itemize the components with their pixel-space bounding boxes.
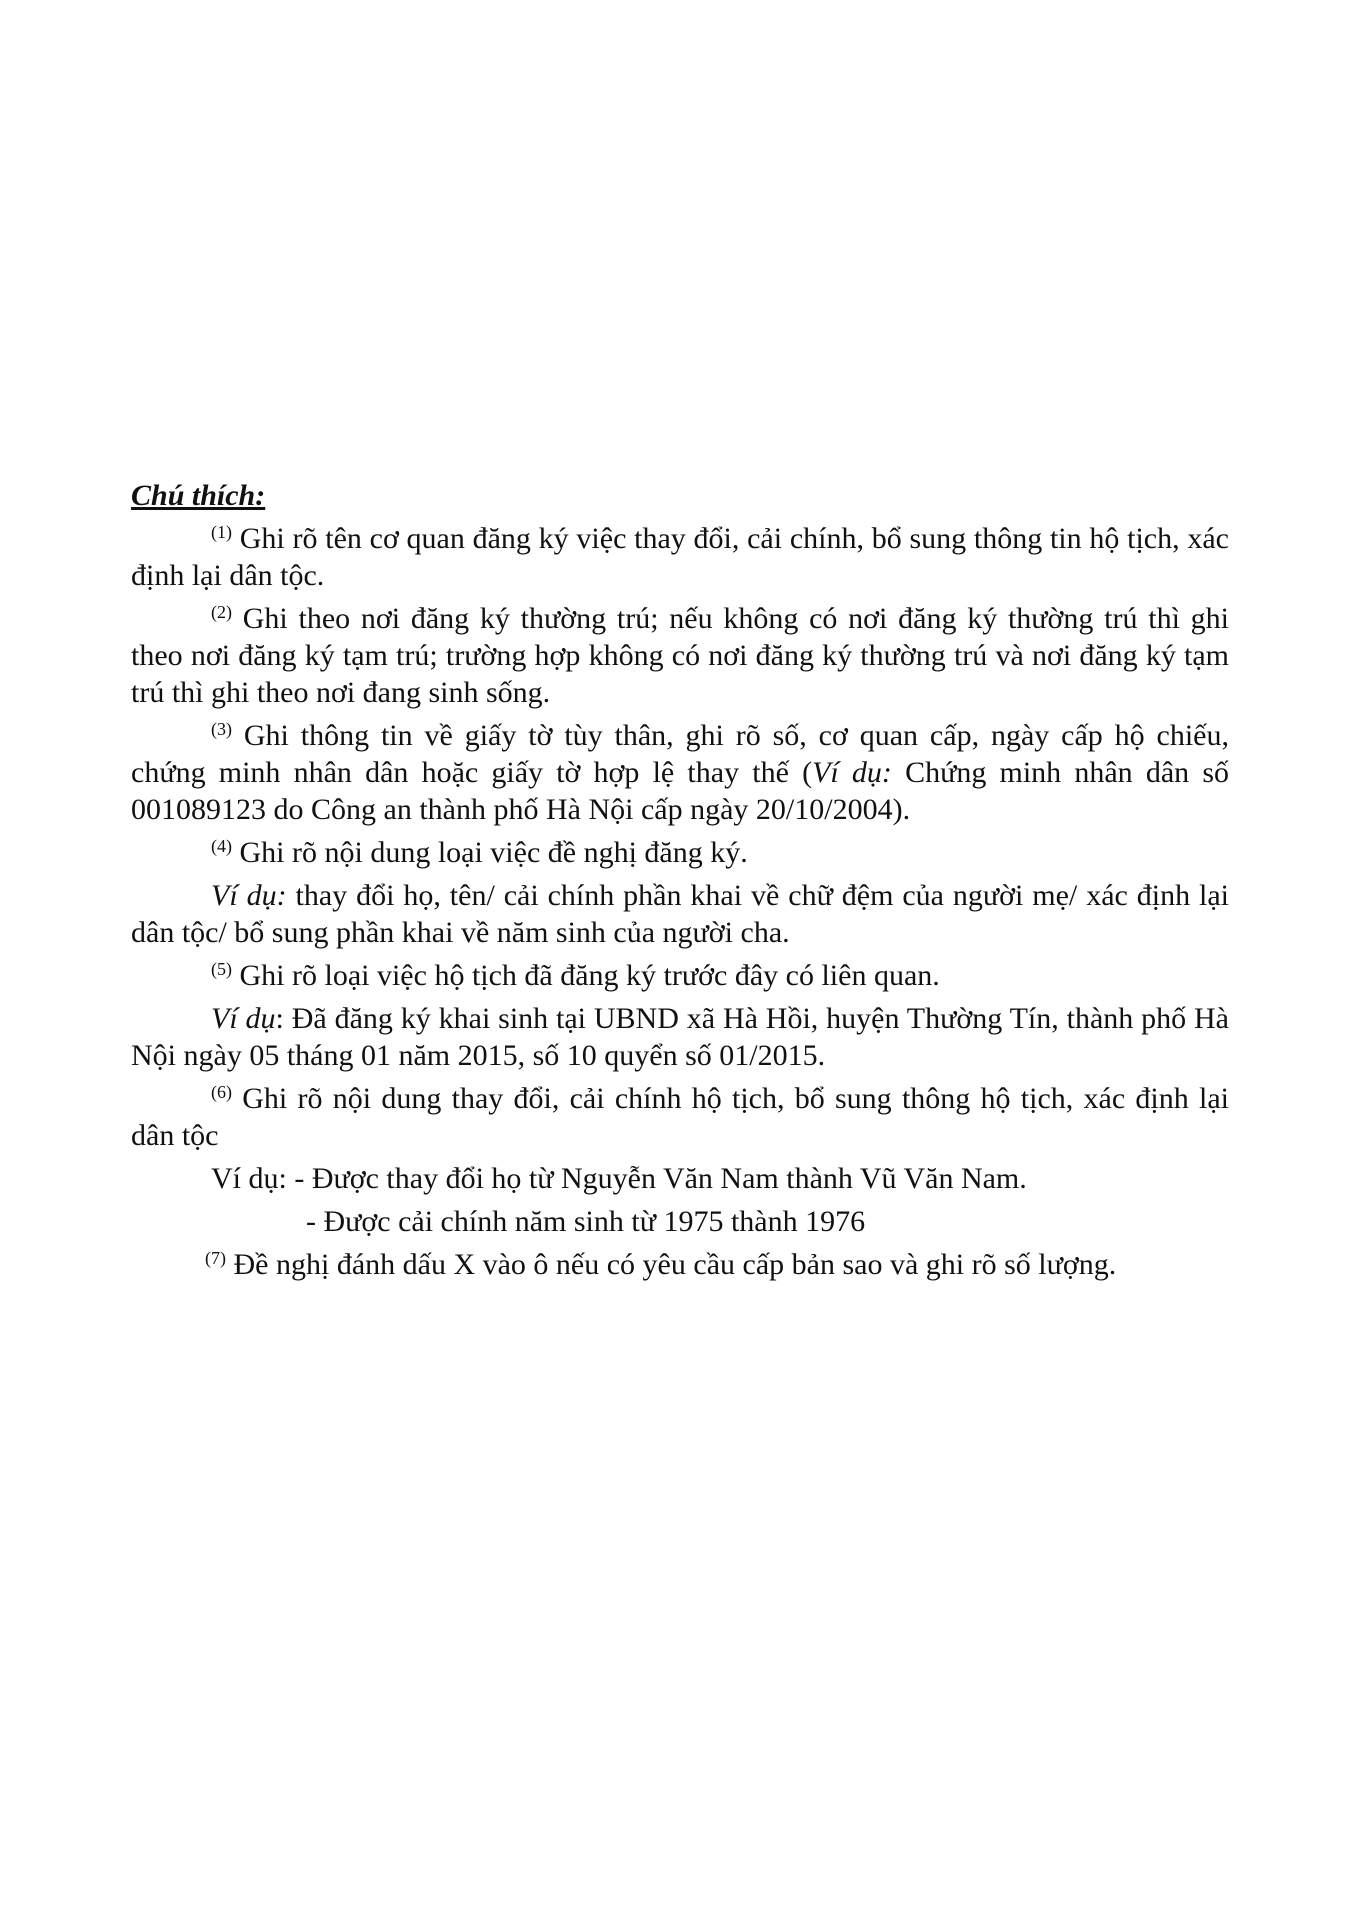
note-text: : Đã đăng ký khai sinh tại UBND xã Hà Hồi, huyện Thường Tín, thành phố Hà Nội ngày 05 tháng 01 năm 2015, số 10 quyển số 01/2015. (131, 1002, 1229, 1072)
note-text: Ghi rõ tên cơ quan đăng ký việc thay đổi, cải chính, bổ sung thông tin hộ tịch, xác định lại dân tộc. (131, 522, 1229, 592)
example-label: Ví dụ: (211, 879, 287, 912)
note-1 (131, 520, 1229, 594)
example-label: Ví dụ: (812, 756, 892, 789)
notes-section (131, 477, 1229, 1289)
note-text: Đề nghị đánh dấu X vào ô nếu có yêu cầu cấp bản sao và ghi rõ số lượng. (226, 1248, 1117, 1281)
note-6-example-1: Ví dụ: - Được thay đổi họ từ Nguyễn Văn Nam thành Vũ Văn Nam. (211, 1162, 1027, 1195)
note-marker: (7) (205, 1248, 226, 1268)
note-marker: (3) (211, 719, 232, 739)
note-marker: (6) (211, 1082, 232, 1102)
note-3 (131, 717, 1229, 828)
note-6-example-2: - Được cải chính năm sinh từ 1975 thành 1976 (306, 1205, 866, 1238)
note-text: Chứng minh nhân dân số 001089123 do Công an thành phố Hà Nội cấp ngày 20/10/2004). (131, 756, 1229, 826)
note-marker: (2) (211, 602, 232, 622)
note-marker: (4) (211, 836, 232, 856)
note-5-example (131, 1000, 1229, 1074)
note-marker: (5) (211, 959, 232, 979)
note-4 (131, 834, 1229, 871)
note-5 (131, 957, 1229, 994)
note-text: Ghi rõ loại việc hộ tịch đã đăng ký trước đây có liên quan. (232, 959, 940, 992)
note-2 (131, 600, 1229, 711)
note-4-example (131, 877, 1229, 951)
note-text: Ghi theo nơi đăng ký thường trú; nếu không có nơi đăng ký thường trú thì ghi theo nơi đăng ký tạm trú; trường hợp không có nơi đăng ký thường trú và nơi đăng ký tạm trú thì ghi theo nơi đang sinh sống. (131, 602, 1229, 709)
notes-heading: Chú thích: (131, 479, 266, 512)
example-label: Ví dụ (211, 1002, 276, 1035)
note-text: Ghi thông tin về giấy tờ tùy thân, ghi rõ số, cơ quan cấp, ngày cấp hộ chiếu, chứng minh nhân dân hoặc giấy tờ hợp lệ thay thế ( (131, 719, 1229, 789)
note-text: Ghi rõ nội dung loại việc đề nghị đăng ký. (232, 836, 748, 869)
note-7 (131, 1246, 1229, 1283)
note-6 (131, 1080, 1229, 1154)
note-marker: (1) (211, 522, 232, 542)
note-text: Ghi rõ nội dung thay đổi, cải chính hộ tịch, bổ sung thông hộ tịch, xác định lại dân tộc (131, 1082, 1229, 1152)
note-text: thay đổi họ, tên/ cải chính phần khai về chữ đệm của người mẹ/ xác định lại dân tộc/ bổ sung phần khai về năm sinh của người cha. (131, 879, 1230, 949)
